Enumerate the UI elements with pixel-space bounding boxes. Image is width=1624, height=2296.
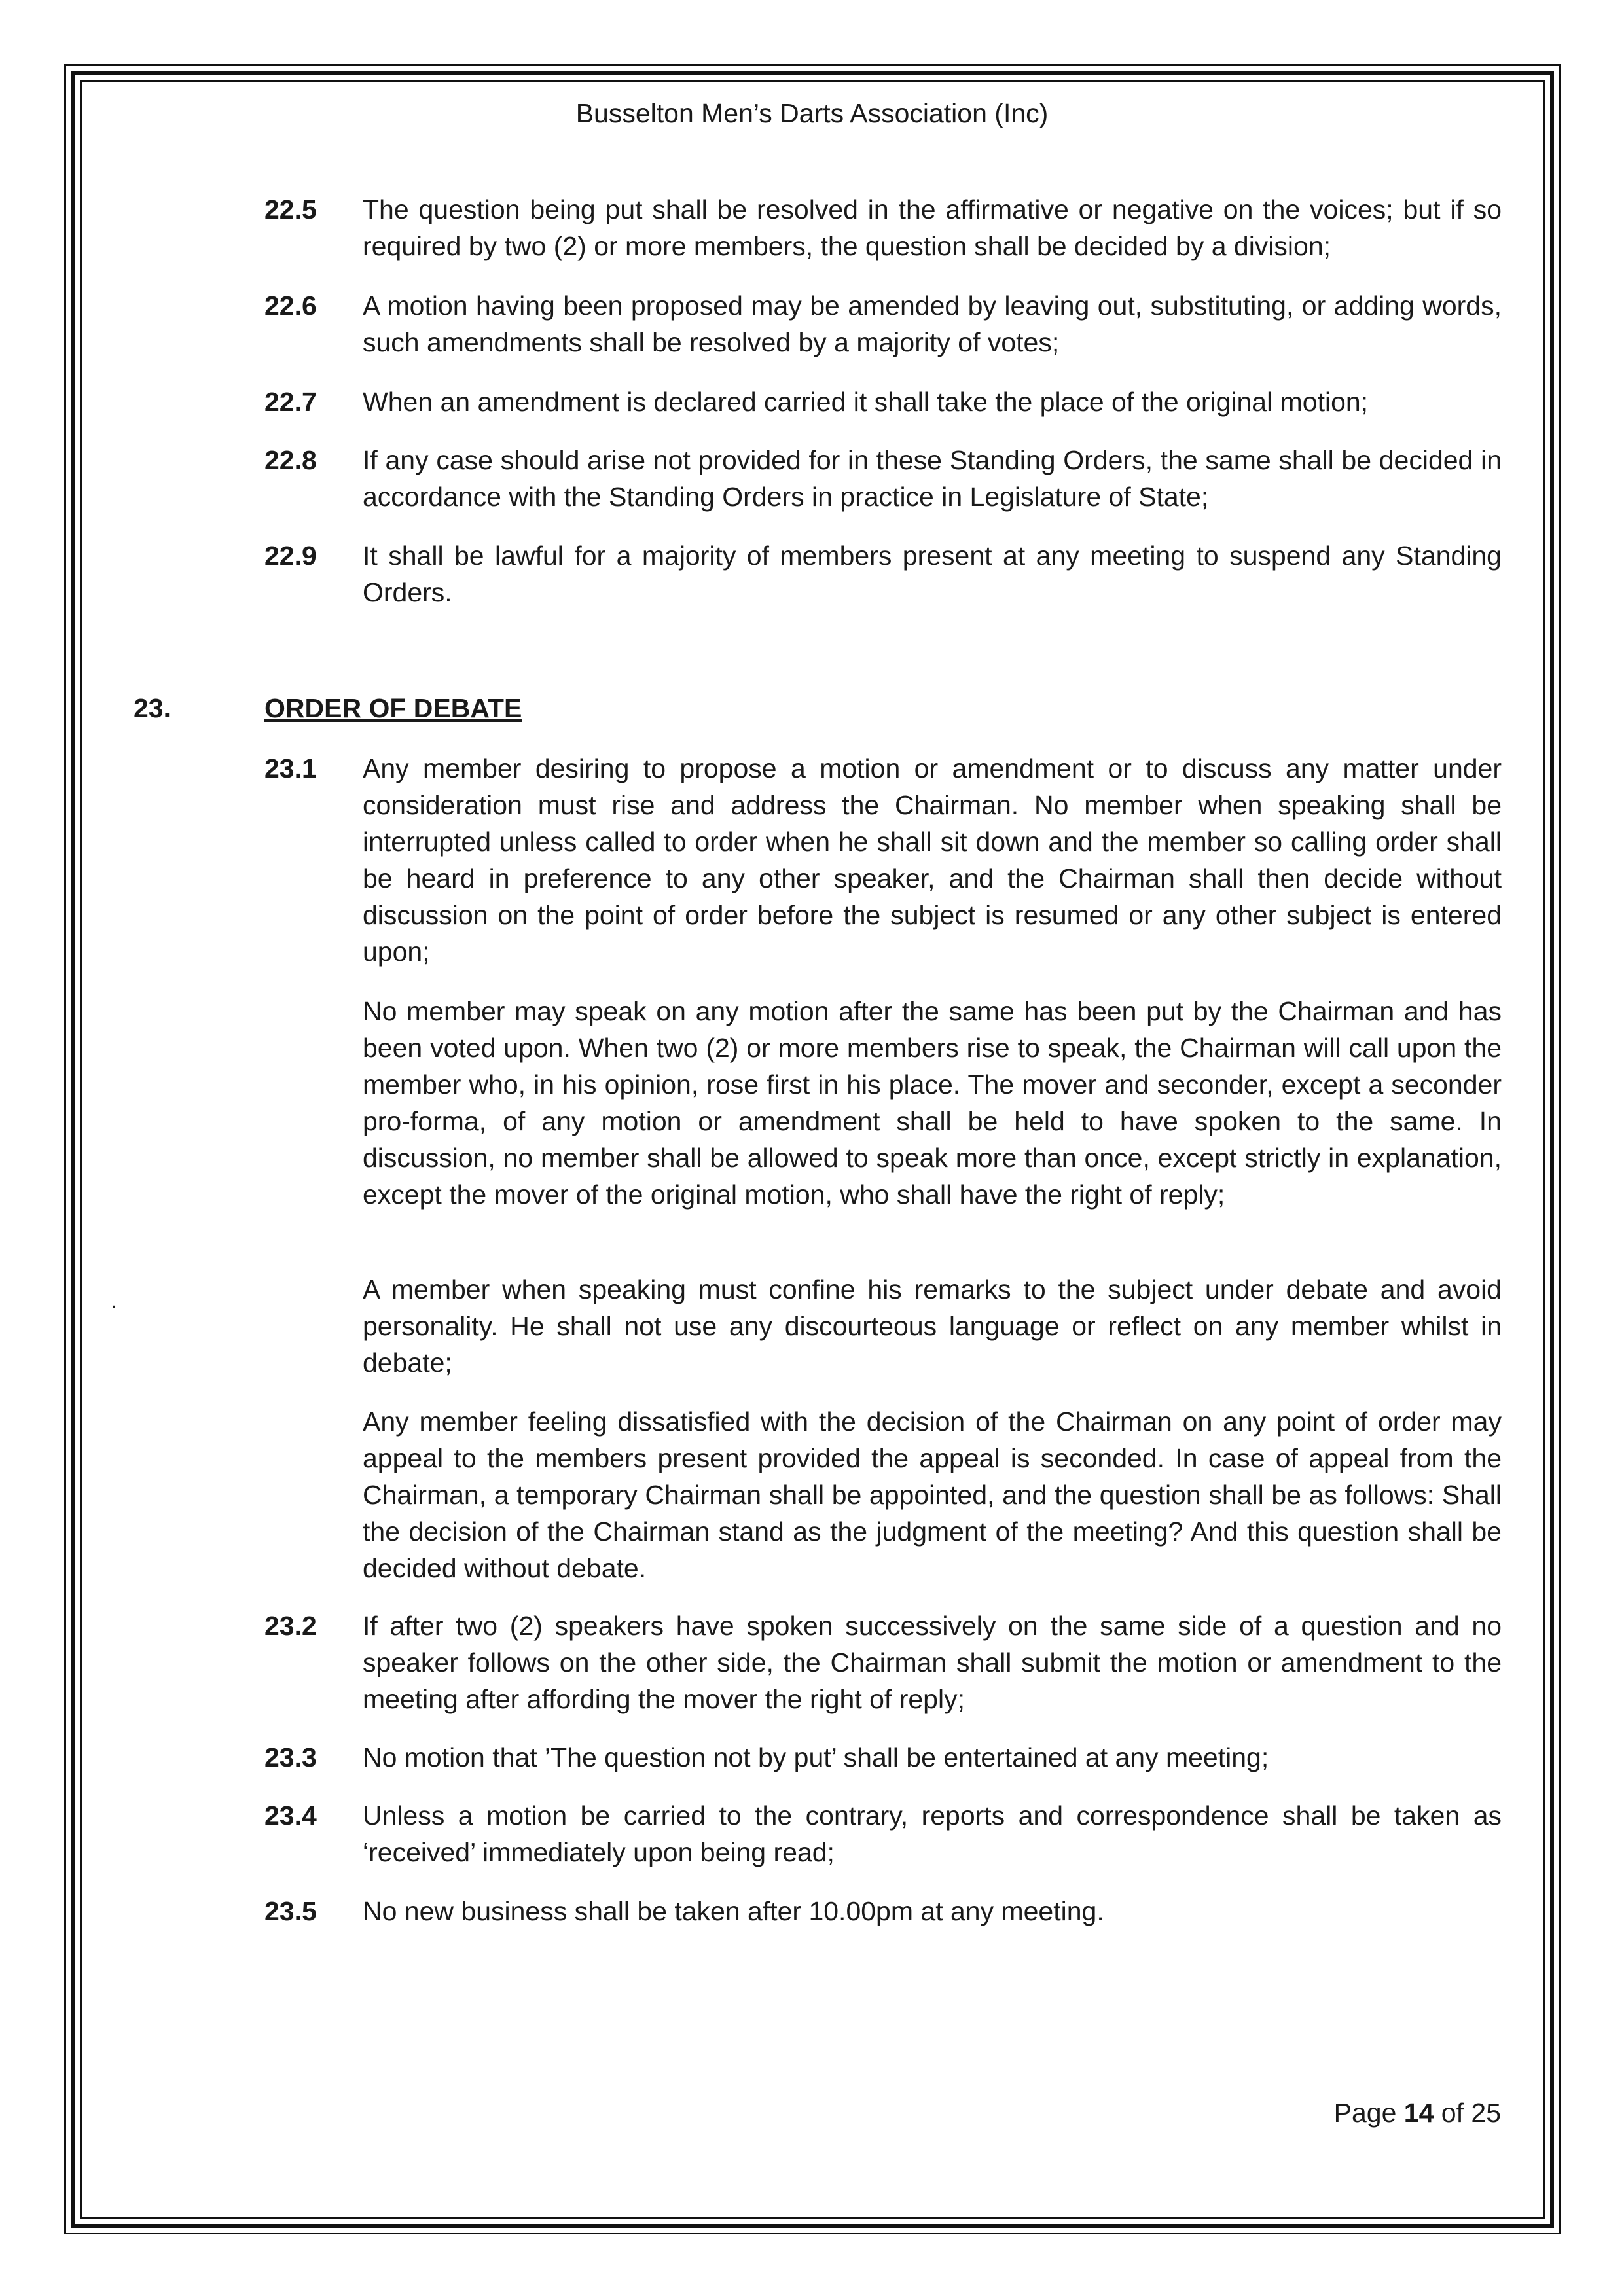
clause-23-1-paragraph: No member may speak on any motion after the same has been put by the Chairman and has been voted upon. When two (2) or more members rise to speak, the Chairman will call upon the member who, in his opinion, rose first in his place. The mover and seconder, except a seconder pro-forma, of any motion or amendment shall be held to have spoken to the same. In discussion, no member shall be allowed to speak more than once, except strictly in explanation, except the mover of the original motion, who shall have the right of reply; [363, 996, 1502, 1210]
clause-number: 22.8 [264, 445, 317, 475]
clause-23-1-paragraph: A member when speaking must confine his remarks to the subject under debate and avoid personality. He shall not use any discourteous language or reflect on any member whilst in debate; [363, 1274, 1502, 1378]
clause-number: 22.5 [264, 194, 317, 224]
clause-text: The question being put shall be resolved in the affirmative or negative on the voices; but if so required by two (2) or more members, the question shall be decided by a division; [363, 194, 1502, 261]
section-title: ORDER OF DEBATE [264, 693, 522, 723]
clause-text: Unless a motion be carried to the contrary, reports and correspondence shall be taken as ‘received’ immediately upon being read; [363, 1801, 1502, 1867]
clause-22-6 [264, 287, 1502, 361]
clause-text: It shall be lawful for a majority of members present at any meeting to suspend any Standing Orders. [363, 541, 1502, 607]
clause-23-1 [264, 750, 1502, 970]
page-number-total: 25 [1471, 2098, 1501, 2128]
page-number-prefix: Page [1333, 2098, 1404, 2128]
clause-22-9 [264, 537, 1502, 611]
document-header: Busselton Men’s Darts Association (Inc) [575, 98, 1049, 128]
clause-number: 23.3 [264, 1742, 317, 1772]
clause-text: If after two (2) speakers have spoken successively on the same side of a question and no speaker follows on the other side, the Chairman shall submit the motion or amendment to the meeting after affording the mover the right of reply; [363, 1611, 1502, 1714]
clause-text: Any member desiring to propose a motion or amendment or to discuss any matter under consideration must rise and address the Chairman. No member when speaking shall be interrupted unless called to order when he shall sit down and the member so calling order shall be heard in preference to any other speaker, and the Chairman shall then decide without discussion on the point of order before the subject is resumed or any other subject is entered upon; [363, 753, 1502, 967]
clause-number: 22.6 [264, 291, 317, 321]
clause-22-8 [264, 442, 1502, 515]
clause-number: 22.7 [264, 387, 317, 417]
clause-number: 23.2 [264, 1611, 317, 1641]
clause-23-4 [264, 1797, 1502, 1871]
clause-text: If any case should arise not provided for in these Standing Orders, the same shall be decided in accordance with the Standing Orders in practice in Legislature of State; [363, 445, 1502, 512]
clause-number: 22.9 [264, 541, 317, 571]
clause-number: 23.5 [264, 1896, 317, 1926]
clause-text: No new business shall be taken after 10.00pm at any meeting. [363, 1896, 1104, 1926]
clause-23-2 [264, 1607, 1502, 1717]
clause-number: 23.1 [264, 753, 317, 783]
clause-number: 23.4 [264, 1801, 317, 1831]
stray-mark: . [111, 1291, 117, 1312]
clause-23-1-paragraph: Any member feeling dissatisfied with the decision of the Chairman on any point of order may appeal to the members present provided the appeal is seconded. In case of appeal from the Chairman, a temporary Chairman shall be appointed, and the question shall be as follows: Shall the decision of the Chairman stand as the judgment of the meeting? And this question shall be decided without debate. [363, 1407, 1502, 1583]
clause-text: When an amendment is declared carried it shall take the place of the original motion; [363, 387, 1369, 417]
clause-text: A motion having been proposed may be amended by leaving out, substituting, or adding words, such amendments shall be resolved by a majority of votes; [363, 291, 1502, 357]
section-number: 23. [134, 693, 171, 723]
clause-text: No motion that ’The question not by put’ shall be entertained at any meeting; [363, 1742, 1269, 1772]
page-number [1334, 2094, 1501, 2131]
page-number-middle: of [1434, 2098, 1471, 2128]
clause-23-5 [264, 1893, 1502, 1929]
clause-23-3 [264, 1739, 1502, 1776]
clause-22-5 [264, 191, 1502, 264]
clause-22-7 [264, 384, 1502, 420]
page-number-current: 14 [1403, 2098, 1434, 2128]
